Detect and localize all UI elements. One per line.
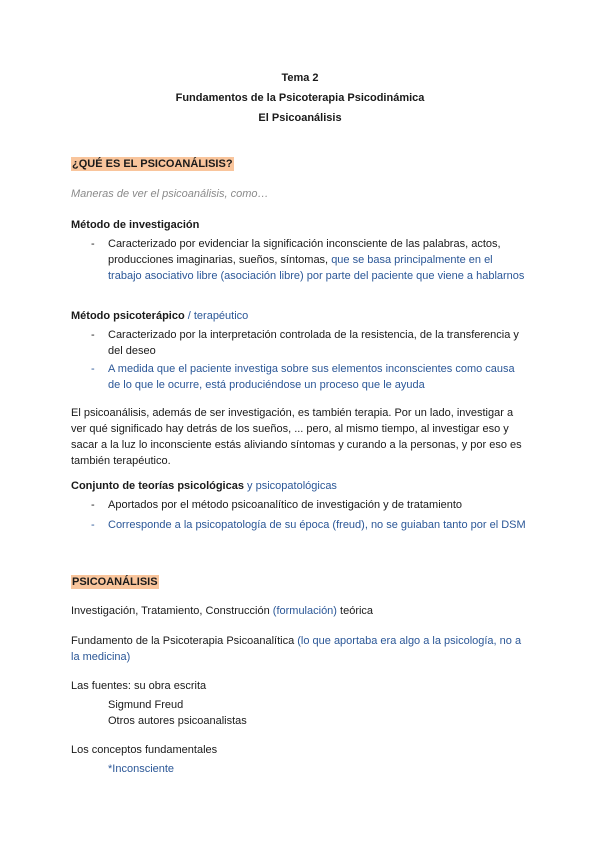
bullet-dash: - [91,363,95,375]
fundamento-line [71,633,531,665]
fuente-item: Otros autores psicoanalistas [108,715,247,727]
bullet-note: que se basa principalmente en el trabajo asociativo libre (asociación libre) por parte del paciente que viene a hablarnos [108,254,525,282]
line-text: Fundamento de la Psicoterapia Psicoanalítica [71,635,295,647]
title-note: y psicopatológicas [247,480,337,492]
conceptos-title: Los conceptos fundamentales [71,744,218,756]
metodo-psicoterapico-title [71,308,248,324]
bullet-text: Caracterizado por evidenciar la significación inconsciente de las palabras, actos, producciones imaginarias, sueños, síntomas, [108,238,501,266]
section-heading-que-es [71,156,234,172]
metodo-psicoterapico-bullet-2: A medida que el paciente investiga sobre sus elementos inconscientes como causa de lo que le ocurre, está produciéndose un proceso que le ayuda [108,363,515,391]
conjunto-teorias-title [71,478,337,494]
title-text: Método psicoterápico [71,310,185,322]
header-title: Fundamentos de la Psicoterapia Psicodinámica [175,92,425,104]
bullet-dash: - [91,499,95,511]
conjunto-teorias-bullet-1: Aportados por el método psicoanalítico de investigación y de tratamiento [108,499,463,511]
title-note: / terapéutico [187,310,249,322]
fuentes-title: Las fuentes: su obra escrita [71,680,207,692]
paragraph-terapia: El psicoanálisis, además de ser investigación, es también terapia. Por un lado, investigar a ver qué significado hay detrás de los sueños, ... pero, al mismo tiempo, al investigar eso y sacar a la luz lo inconsciente estás aliviando síntomas y curando a la personas, y por eso es también terapéutico. [71,407,522,467]
conjunto-teorias-bullet-2: Corresponde a la psicopatología de su época (freud), no se guiaban tanto por el DSM [108,519,526,531]
line-note: (formulación) [272,605,337,617]
section-heading-psicoanalisis-text: PSICOANÁLISIS [72,576,158,588]
line-note: (lo que aportaba era algo a la psicología, no a la medicina) [71,635,522,663]
line-text: Investigación, Tratamiento, Construcción [71,605,270,617]
bullet-dash: - [91,329,95,341]
line-text-end: teórica [340,605,374,617]
bullet-dash: - [91,238,95,250]
metodo-psicoterapico-bullet-1: Caracterizado por la interpretación controlada de la resistencia, de la transferencia y del deseo [108,329,519,357]
bullet-dash: - [91,519,95,531]
section-heading-psicoanalisis [71,574,159,590]
header-topic: Tema 2 [281,72,319,84]
fuente-item: Sigmund Freud [108,699,184,711]
metodo-investigacion-title: Método de investigación [71,219,200,231]
metodo-investigacion-bullet-1 [108,236,528,284]
header-subtitle: El Psicoanálisis [258,112,342,124]
section-heading-que-es-text: ¿QUÉ ES EL PSICOANÁLISIS? [72,158,233,170]
investigacion-line [71,603,373,619]
title-text: Conjunto de teorías psicológicas [71,480,244,492]
concepto-item: *Inconsciente [108,763,175,775]
section-subtitle: Maneras de ver el psicoanálisis, como… [71,188,269,200]
